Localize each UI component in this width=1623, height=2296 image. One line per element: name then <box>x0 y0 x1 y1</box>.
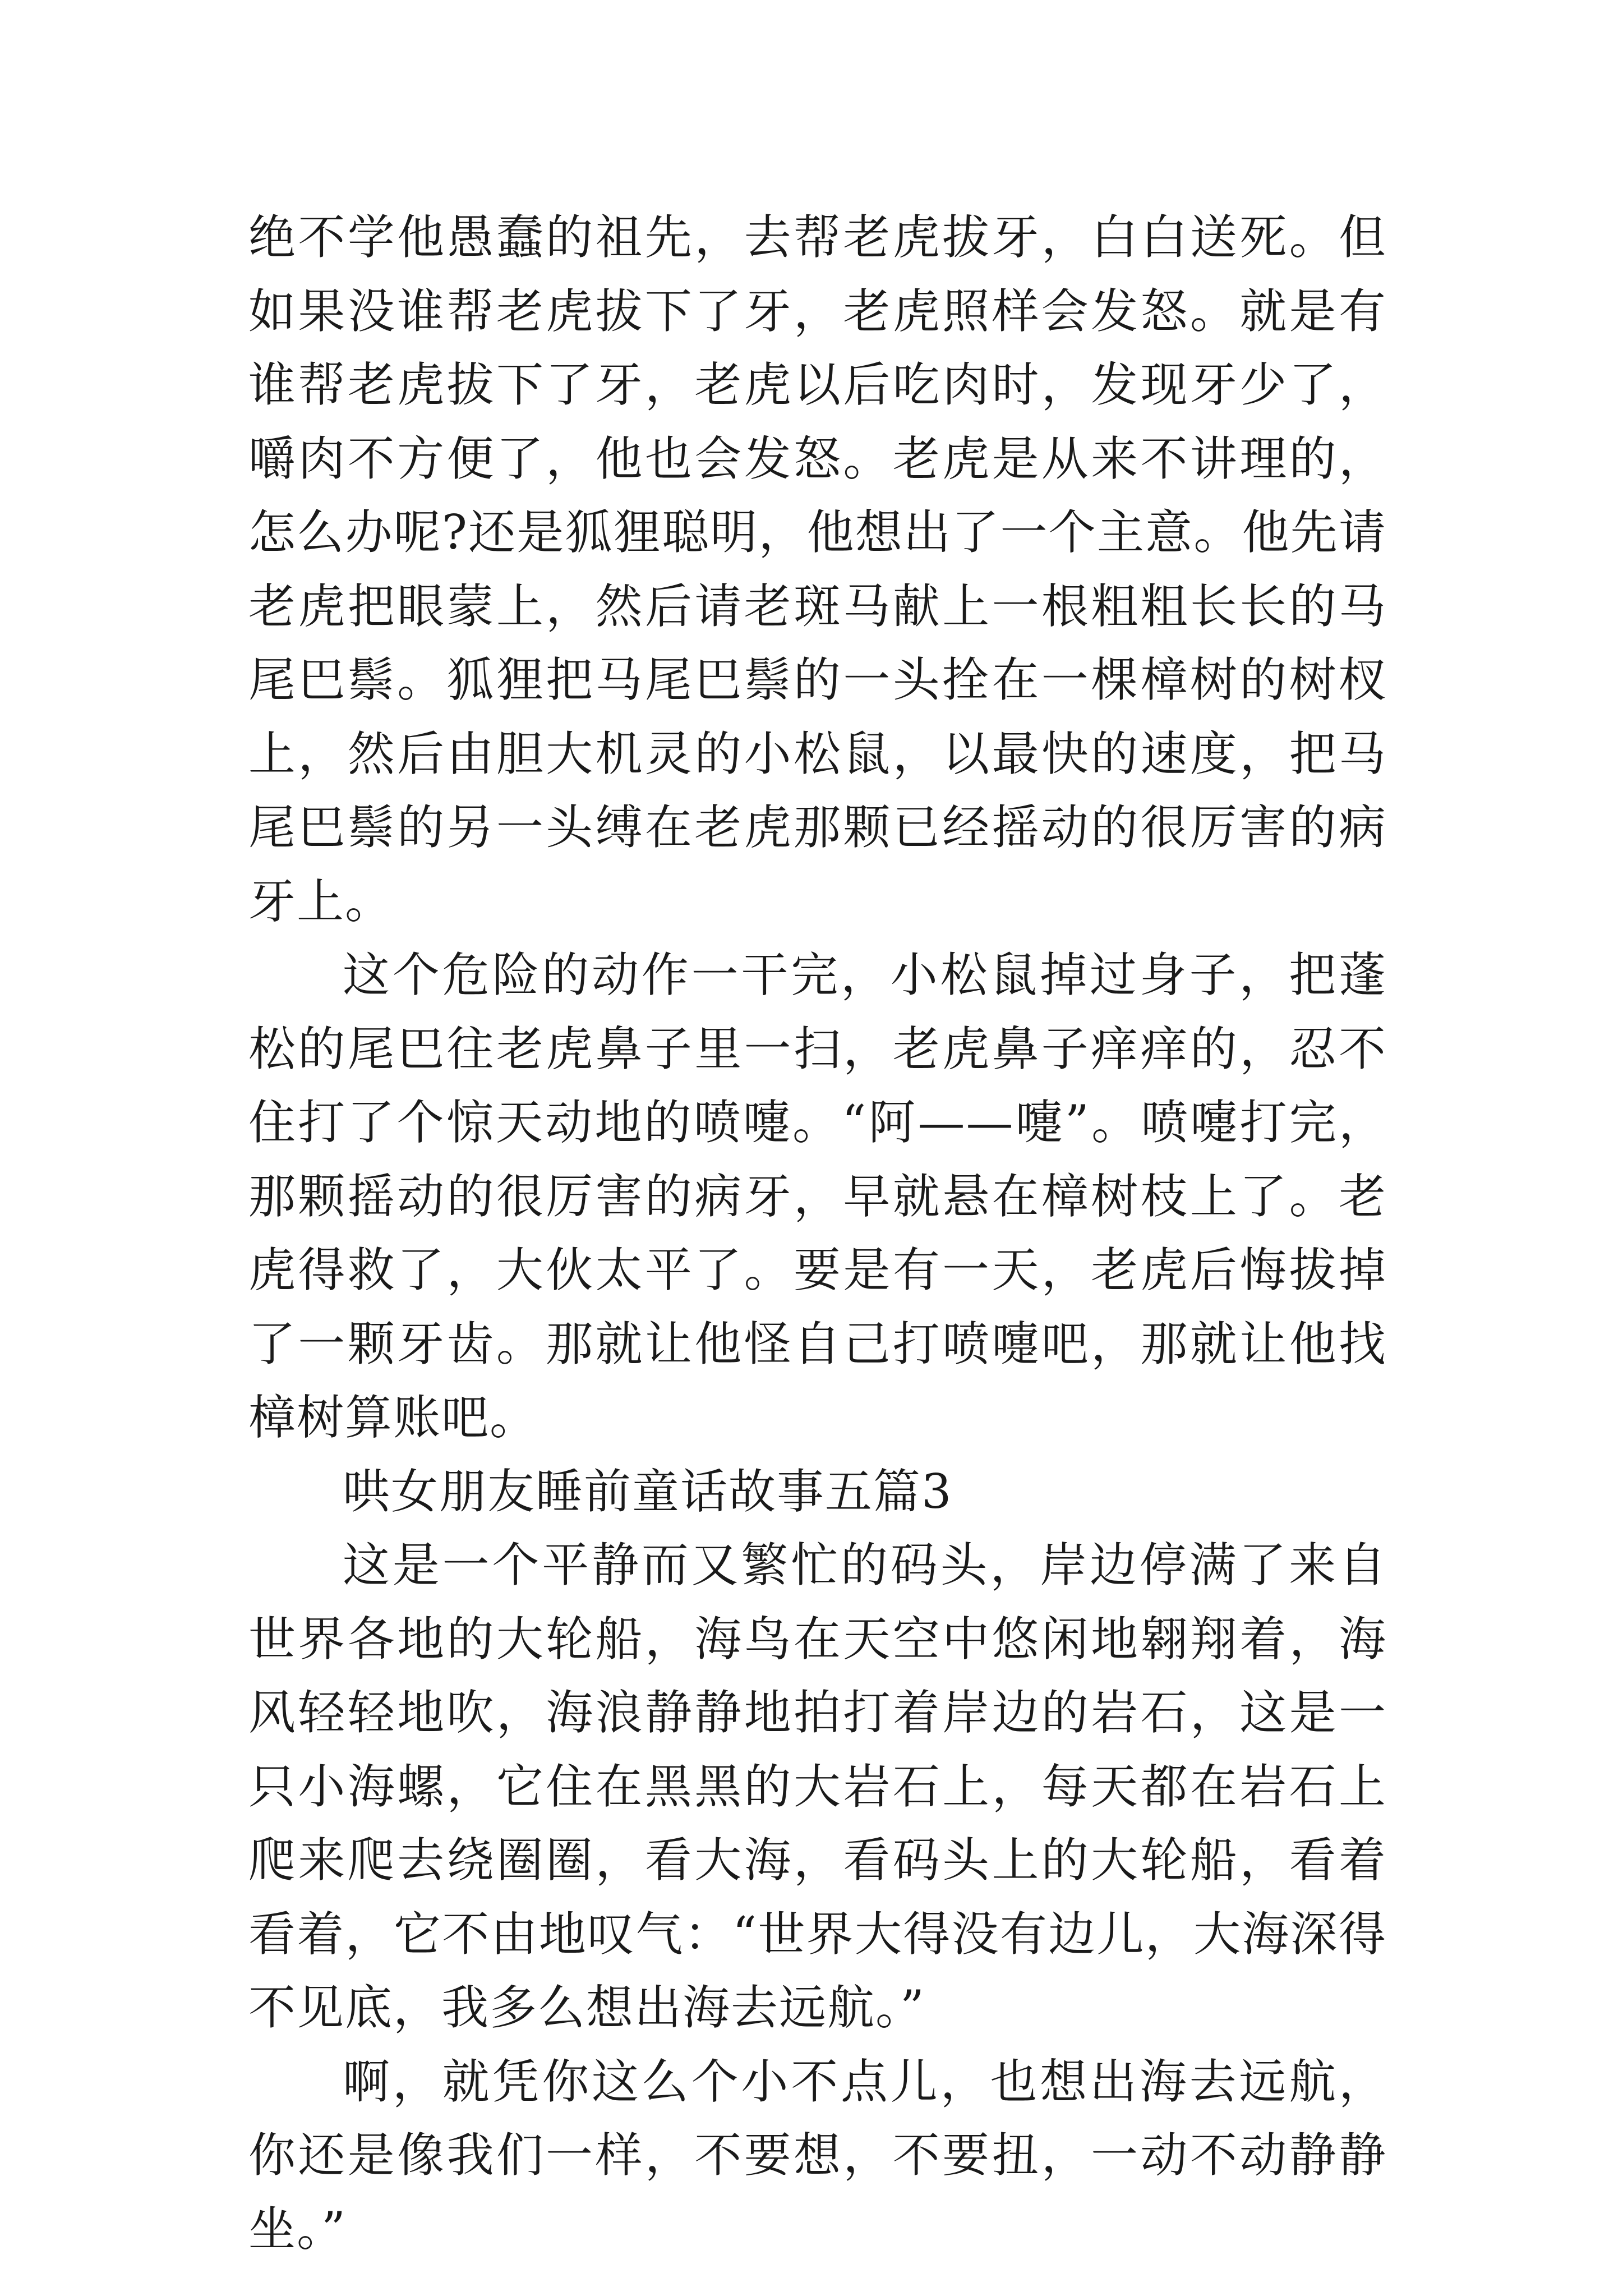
paragraph-dock-sea-snail: 这是一个平静而又繁忙的码头，岸边停满了来自世界各地的大轮船，海鸟在天空中悠闲地翱翔着，海风轻轻地吹，海浪静静地拍打着岸边的岩石，这是一只小海螺，它住在黑黑的大岩石上，每天都在岩石上爬来爬去绕圈圈，看大海，看码头上的大轮船，看着看着，它不由地叹气：“世界大得没有边儿，大海深得不见底，我多么想出海去远航。” <box>248 1538 1387 2035</box>
document-body <box>248 201 1387 2266</box>
section-heading: 哄女朋友睡前童话故事五篇3 <box>343 1464 953 1519</box>
paragraph-reply: 啊，就凭你这么个小不点儿，也想出海去远航，你还是像我们一样，不要想，不要扭，一动不动静静坐。” <box>248 2054 1387 2257</box>
paragraph-fox-plan: 绝不学他愚蠢的祖先，去帮老虎拔牙，白白送死。但如果没谁帮老虎拔下了牙，老虎照样会发怒。就是有谁帮老虎拔下了牙，老虎以后吃肉时，发现牙少了，嚼肉不方便了，他也会发怒。老虎是从来不讲理的，怎么办呢?还是狐狸聪明，他想出了一个主意。他先请老虎把眼蒙上，然后请老斑马献上一根粗粗长长的马尾巴鬃。狐狸把马尾巴鬃的一头拴在一棵樟树的树杈上，然后由胆大机灵的小松鼠，以最快的速度，把马尾巴鬃的另一头缚在老虎那颗已经摇动的很厉害的病牙上。 <box>248 210 1387 929</box>
paragraph-squirrel-sneeze: 这个危险的动作一干完，小松鼠掉过身子，把蓬松的尾巴往老虎鼻子里一扫，老虎鼻子痒痒的，忍不住打了个惊天动地的喷嚏。“阿——嚏”。喷嚏打完，那颗摇动的很厉害的病牙，早就悬在樟树枝上了。老虎得救了，大伙太平了。要是有一天，老虎后悔拔掉了一颗牙齿。那就让他怪自己打喷嚏吧，那就让他找樟树算账吧。 <box>248 947 1387 1445</box>
